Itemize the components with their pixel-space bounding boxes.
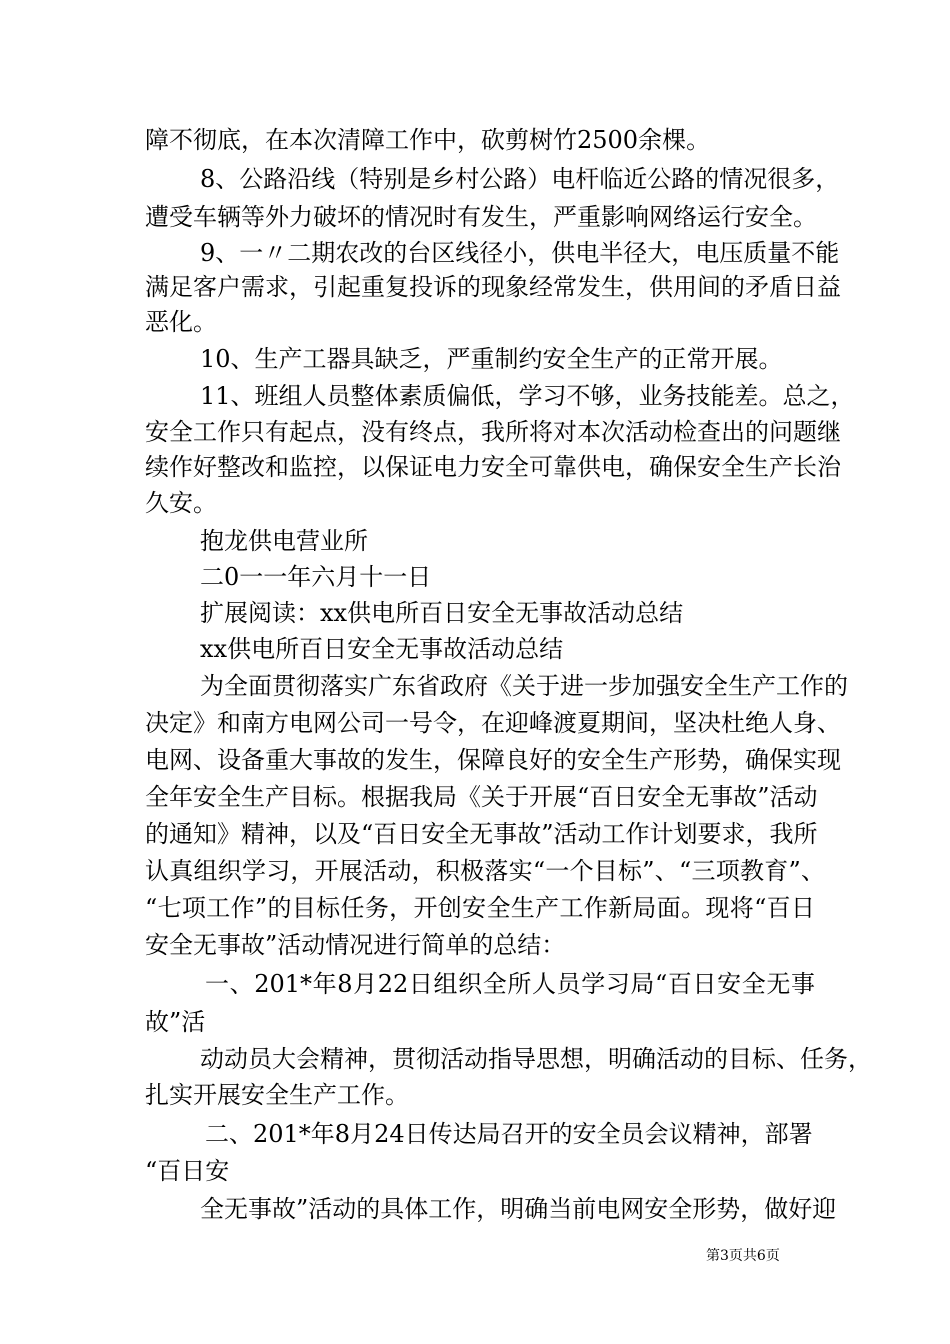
text-line: 动动员大会精神，贯彻活动指导思想，明确活动的目标、任务，: [200, 1045, 872, 1073]
text-line: 决定》和南方电网公司一号令，在迎峰渡夏期间，坚决杜绝人身、: [145, 709, 841, 737]
page-number: 第3页共6页: [706, 1248, 780, 1264]
text-line: 的通知》精神，以及“百日安全无事故”活动工作计划要求，我所: [145, 820, 818, 848]
text-line: 恶化。: [145, 308, 217, 336]
text-line: xx供电所百日安全无事故活动总结: [200, 635, 564, 663]
text-line: 遭受车辆等外力破坏的情况时有发生，严重影响网络运行安全。: [145, 203, 817, 231]
text-line: 久安。: [145, 489, 217, 517]
text-line: “七项工作”的目标任务，开创安全生产工作新局面。现将“百日: [145, 894, 815, 922]
text-line: 二、201*年8月24日传达局召开的安全员会议精神，部署: [205, 1120, 813, 1148]
text-line: 抱龙供电营业所: [200, 527, 368, 555]
text-line: 10、生产工器具缺乏，严重制约安全生产的正常开展。: [200, 345, 783, 373]
text-line: 安全无事故”活动情况进行简单的总结：: [145, 931, 566, 959]
text-line: 电网、设备重大事故的发生，保障良好的安全生产形势，确保实现: [145, 746, 841, 774]
text-line: 续作好整改和监控，以保证电力安全可靠供电，确保安全生产长治: [145, 453, 841, 481]
text-line: 8、公路沿线（特别是乡村公路）电杆临近公路的情况很多，: [200, 165, 840, 193]
text-line: 扩展阅读：xx供电所百日安全无事故活动总结: [200, 599, 684, 627]
text-line: 扎实开展安全生产工作。: [145, 1081, 409, 1109]
text-line: 全无事故”活动的具体工作，明确当前电网安全形势，做好迎: [200, 1195, 837, 1223]
text-line: 满足客户需求，引起重复投诉的现象经常发生，供用间的矛盾日益: [145, 273, 841, 301]
text-line: 故”活: [145, 1008, 206, 1036]
text-line: 认真组织学习，开展活动，积极落实“一个目标”、“三项教育”、: [145, 857, 825, 885]
text-line: 11、班组人员整体素质偏低，学习不够，业务技能差。总之，: [200, 382, 855, 410]
text-line: “百日安: [145, 1157, 230, 1185]
text-line: 为全面贯彻落实广东省政府《关于进一步加强安全生产工作的: [200, 672, 848, 700]
text-line: 安全工作只有起点，没有终点，我所将对本次活动检查出的问题继: [145, 418, 841, 446]
text-line: 一、201*年8月22日组织全所人员学习局“百日安全无事: [205, 970, 815, 998]
text-line: 全年安全生产目标。根据我局《关于开展“百日安全无事故”活动: [145, 783, 818, 811]
text-line: 9、一〃二期农改的台区线径小，供电半径大，电压质量不能: [200, 239, 840, 267]
text-line: 二0一一年六月十一日: [200, 563, 432, 591]
text-line: 障不彻底，在本次清障工作中，砍剪树竹2500余棵。: [145, 126, 711, 154]
